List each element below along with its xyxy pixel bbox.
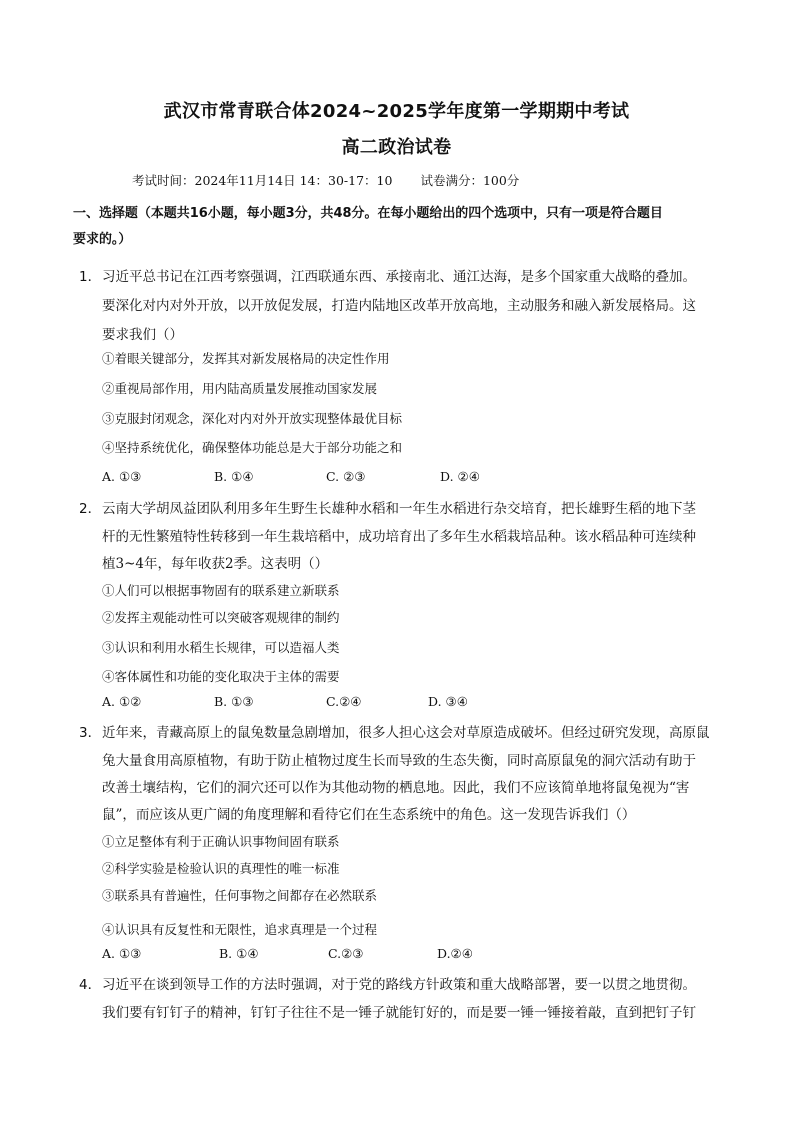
question-text-line: 云南大学胡凤益团队利用多年生野生长雄种水稻和一年生水稻进行杂交培育，把长雄野生稻的地下茎 [102,501,696,517]
statement-option: ③联系具有普遍性，任何事物之间都存在必然联系 [102,888,378,903]
question-text-line: 近年来，青藏高原上的鼠兔数量急剧增加，很多人担心这会对草原造成破坏。但经过研究发现，高原鼠 [102,725,710,741]
exam-subtitle: 高二政治试卷 [341,137,452,158]
answer-choice-a: A. ①③ [102,469,142,484]
answer-choice-b: B. ①④ [214,469,254,484]
statement-option: ③认识和利用水稻生长规律，可以造福人类 [102,640,340,655]
statement-option: ②科学实验是检验认识的真理性的唯一标准 [102,861,340,876]
section-heading-line: 一、选择题（本题共16小题，每小题3分，共48分。在每小题给出的四个选项中，只有一项是符合题目 [73,206,663,221]
statement-option: ①着眼关键部分，发挥其对新发展格局的决定性作用 [102,351,390,366]
statement-option: ④认识具有反复性和无限性，追求真理是一个过程 [102,922,378,937]
question-text-line: 鼠”，而应该从更广阔的角度理解和看待它们在生态系统中的角色。这一发现告诉我们（） [102,807,636,823]
question-text-line: 习近平总书记在江西考察强调，江西联通东西、承接南北、通江达海，是多个国家重大战略的叠加。 [102,269,696,285]
question-number: 2． [79,501,102,517]
section-heading [73,201,723,253]
exam-time: 考试时间：2024年11月14日 14：30-17：10 [132,173,393,188]
statement-option: ②发挥主观能动性可以突破客观规律的制约 [102,610,340,625]
question-text-line: 我们要有钉钉子的精神，钉钉子往往不是一锤子就能钉好的，而是要一锤一锤接着敲，直到把钉子钉 [102,1005,696,1021]
statement-option: ②重视局部作用，用内陆高质量发展推动国家发展 [102,381,378,396]
exam-title: 武汉市常青联合体2024~2025学年度第一学期期中考试 [163,101,630,122]
answer-choice-b: B. ①④ [219,946,259,961]
answer-choice-a: A. ①② [102,694,142,709]
answer-choice-d: D. ②④ [440,469,480,484]
question-text-line: 兔大量食用高原植物，有助于防止植物过度生长而导致的生态失衡，同时高原鼠兔的洞穴活动有助于 [102,753,696,769]
question-text-line: 习近平在谈到领导工作的方法时强调，对于党的路线方针政策和重大战略部署，要一以贯之地贯彻。 [102,977,696,993]
answer-choice-c: C. ②③ [326,469,366,484]
statement-option: ①立足整体有利于正确认识事物间固有联系 [102,834,340,849]
statement-option: ①人们可以根据事物固有的联系建立新联系 [102,583,340,598]
section-heading-line: 要求的。） [73,232,132,247]
question-text-line: 改善土壤结构，它们的洞穴还可以作为其他动物的栖息地。因此，我们不应该简单地将鼠兔视为“害 [102,780,690,796]
answer-choice-a: A. ①③ [102,946,142,961]
question-number: 1． [79,269,102,285]
exam-info [132,171,519,189]
question-number: 4． [79,977,102,993]
answer-choice-d: D. ③④ [428,694,468,709]
question-text-line: 植3~4年，每年收获2季。这表明（） [102,556,329,572]
statement-option: ③克服封闭观念，深化对内对外开放实现整体最优目标 [102,411,403,426]
full-score: 试卷满分：100分 [420,173,520,188]
statement-option: ④坚持系统优化，确保整体功能总是大于部分功能之和 [102,440,403,455]
answer-choice-c: C.②③ [328,946,364,961]
question-text-line: 杆的无性繁殖特性转移到一年生栽培稻中，成功培育出了多年生水稻栽培品种。该水稻品种可连续种 [102,529,696,545]
answer-choice-d: D.②④ [437,946,473,961]
question-text-line: 要深化对内对外开放，以开放促发展，打造内陆地区改革开放高地，主动服务和融入新发展格局。这 [102,298,696,314]
question-text-line: 要求我们（） [102,327,183,343]
answer-choice-c: C.②④ [326,694,362,709]
statement-option: ④客体属性和功能的变化取决于主体的需要 [102,669,340,684]
answer-choice-b: B. ①③ [214,694,254,709]
question-number: 3． [79,725,102,741]
